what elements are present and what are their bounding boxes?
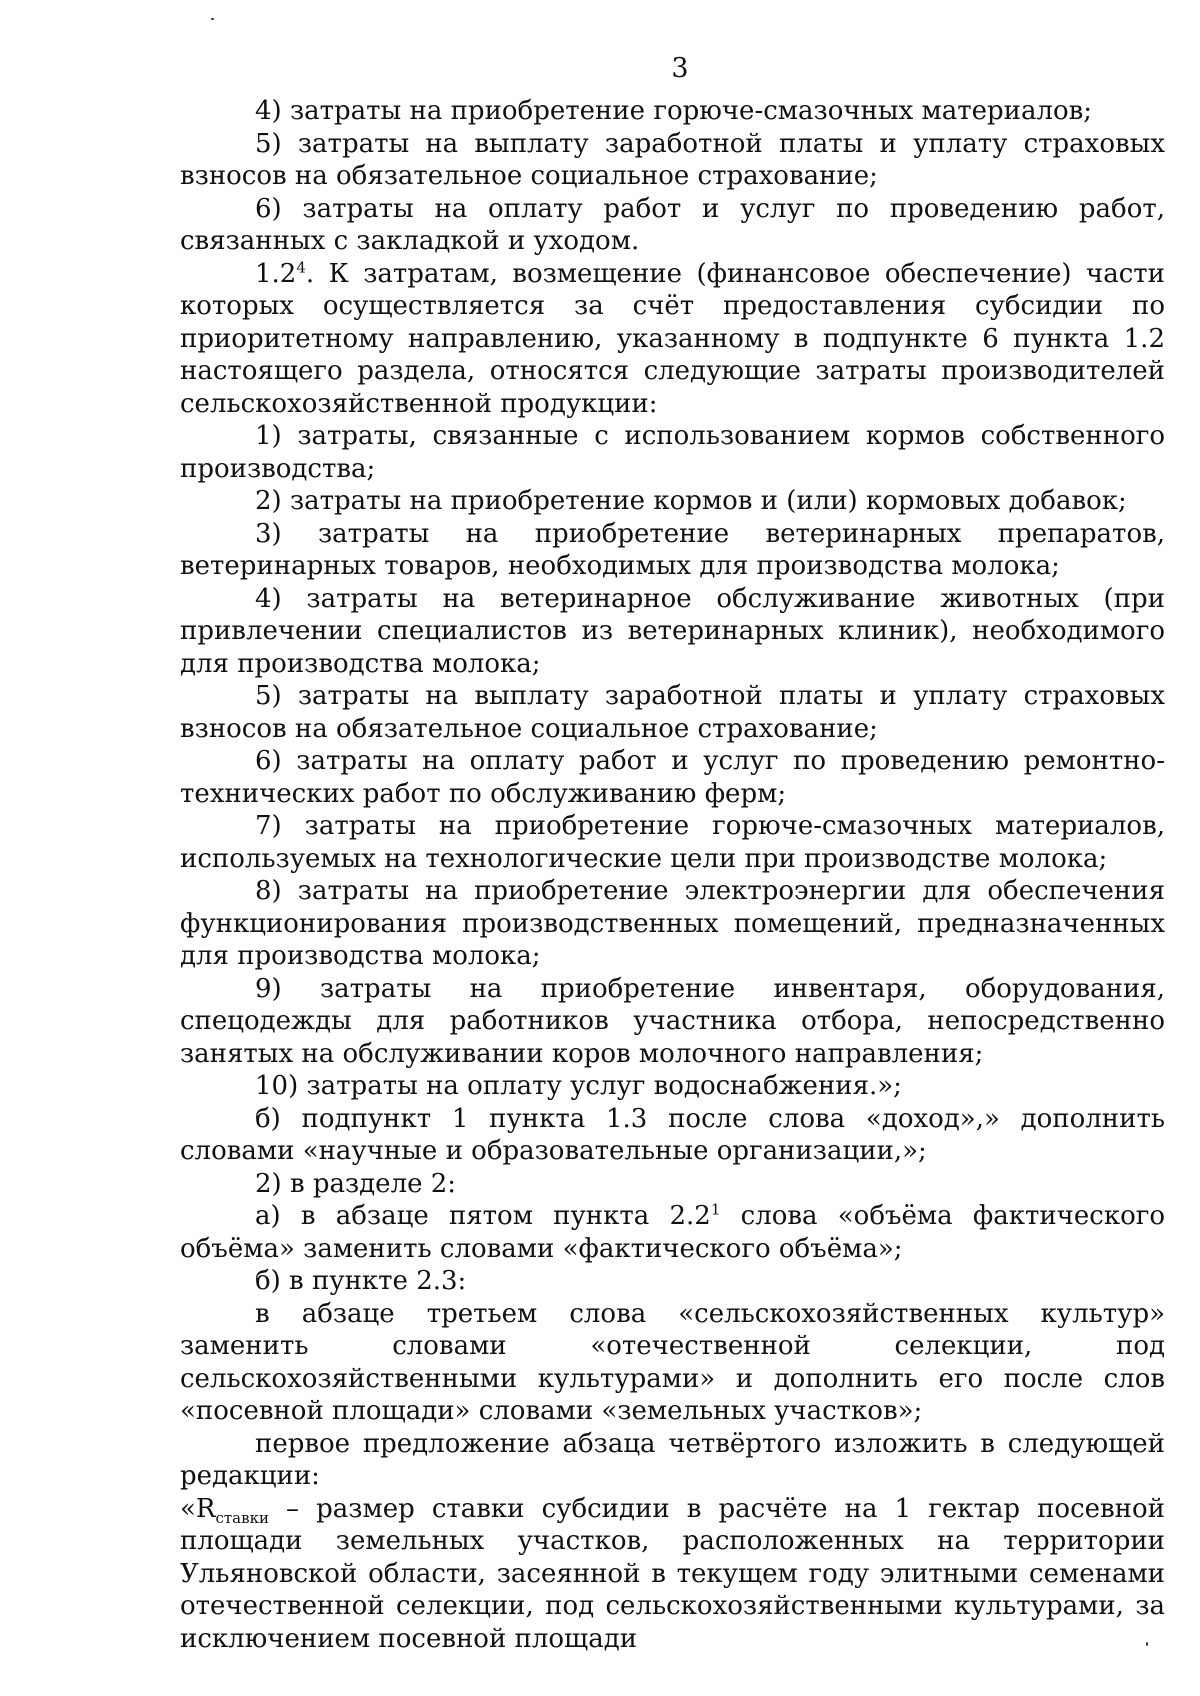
paragraph-6: 2) затраты на приобретение кормов и (или) кормовых добавок; (255, 486, 1127, 516)
paragraph-21-text: – размер ставки субсидии в расчёте на 1 гектар посевной площади земельных участков, расположенных на территории Ульяновской области, засеянной в текущем году элитными семенами отечественной селекции, под сельскохозяйственными культурами, за исключением посевной площади (180, 1493, 1165, 1654)
paragraph-13: 9) затраты на приобретение инвентаря, оборудования, спецодежды для работников участника отбора, непосредственно занятых на обслуживании коров молочного направления; (180, 973, 1165, 1069)
paragraph-12: 8) затраты на приобретение электроэнергии для обеспечения функционирования производственных помещений, предназначенных для производства молока; (180, 876, 1165, 971)
paragraph-8: 4) затраты на ветеринарное обслуживание животных (при привлечении специалистов из ветеринарных клиник), необходимого для производства молока; (180, 583, 1165, 679)
scan-speck (211, 18, 214, 20)
paragraph-17 (180, 1200, 1165, 1265)
paragraph-4-superscript: 4 (296, 257, 306, 276)
paragraph-20: первое предложение абзаца четвёртого изложить в следующей редакции: (180, 1428, 1165, 1491)
paragraph-5: 1) затраты, связанные с использованием кормов собственного производства; (180, 421, 1165, 484)
paragraph-7: 3) затраты на приобретение ветеринарных препаратов, ветеринарных товаров, необходимых для производства молока; (180, 518, 1165, 581)
paragraph-9: 5) затраты на выплату заработной платы и уплату страховых взносов на обязательное социальное страхование; (180, 681, 1165, 744)
formula-variable: «R (180, 1493, 216, 1524)
paragraph-14: 10) затраты на оплату услуг водоснабжения.»; (255, 1071, 902, 1101)
paragraph-17-superscript: 1 (710, 1200, 721, 1219)
paragraph-15: б) подпункт 1 пункта 1.3 после слова «доход»,» дополнить словами «научные и образовательные организации,»; (180, 1103, 1165, 1166)
paragraph-19: в абзаце третьем слова «сельскохозяйственных культур» заменить словами «отечественной селекции, под сельскохозяйственными культурами» и дополнить его после слов «посевной площади» словами «земельных участков»; (180, 1298, 1165, 1426)
paragraph-2: 5) затраты на выплату заработной платы и уплату страховых взносов на обязательное социальное страхование; (180, 128, 1165, 191)
paragraph-21 (180, 1493, 1165, 1656)
paragraph-16: 2) в разделе 2: (255, 1168, 457, 1199)
paragraph-4-number: 1.2 (255, 258, 297, 289)
scan-speck (1146, 1642, 1148, 1646)
page-number: 3 (671, 53, 689, 84)
formula-subscript: ставки (215, 1508, 269, 1527)
paragraph-3: 6) затраты на оплату работ и услуг по проведению работ, связанных с закладкой и уходом. (180, 193, 1165, 256)
paragraph-1: 4) затраты на приобретение горюче-смазочных материалов; (255, 96, 1093, 126)
paragraph-17-lead: а) в абзаце пятом пункта 2.2 (255, 1201, 711, 1231)
paragraph-17-text: слова «объёма фактического объёма» заменить словами «фактического объёма»; (180, 1201, 1165, 1264)
paragraph-4 (180, 258, 1165, 421)
paragraph-4-text: . К затратам, возмещение (финансовое обеспечение) части которых осуществляется за счёт предоставления субсидии по приоритетному направлению, указанному в подпункте 6 пункта 1.2 настоящего раздела, относятся следующие затраты производителей сельскохозяйственной продукции: (180, 258, 1165, 419)
document-body (180, 95, 1165, 1655)
paragraph-11: 7) затраты на приобретение горюче-смазочных материалов, используемых на технологические цели при производстве молока; (180, 811, 1165, 874)
paragraph-18: б) в пункте 2.3: (255, 1266, 467, 1296)
paragraph-10: 6) затраты на оплату работ и услуг по проведению ремонтно-технических работ по обслуживанию ферм; (180, 746, 1165, 809)
